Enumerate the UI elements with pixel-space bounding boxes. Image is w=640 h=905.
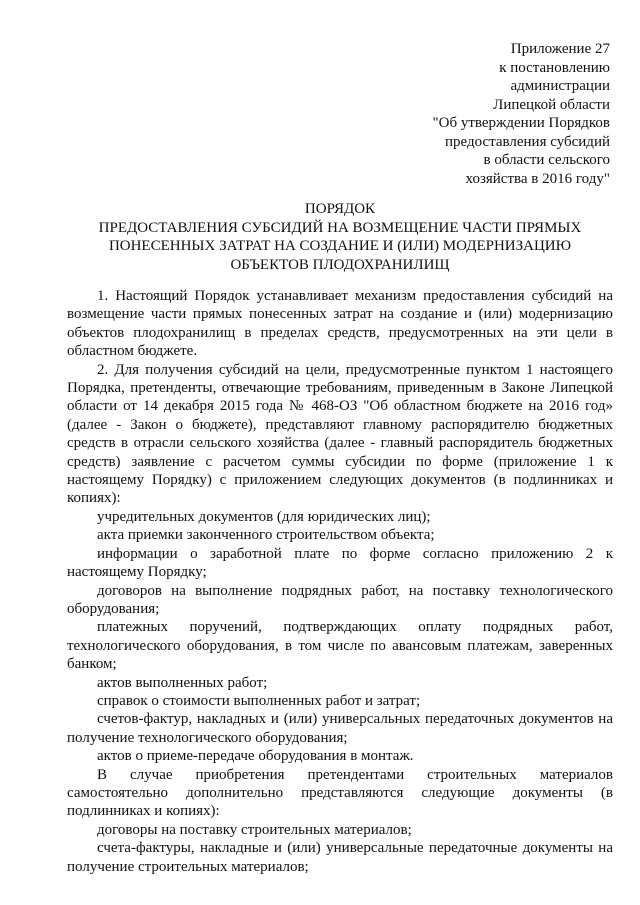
paragraph: актов о приеме-передаче оборудования в монтаж. xyxy=(97,748,414,765)
approval-line: к постановлению xyxy=(499,59,610,76)
title-line: ПОРЯДОК xyxy=(304,201,376,217)
paragraph: платежных поручений, подтверждающих оплату подрядных работ, технологического оборудования, в том числе по авансовым платежам, заверенных банком; xyxy=(67,619,613,673)
approval-line: "Об утверждении Порядков xyxy=(432,115,610,131)
title-line: ОБЪЕКТОВ ПЛОДОХРАНИЛИЩ xyxy=(230,256,450,273)
paragraph: учредительных документов (для юридических лиц); xyxy=(97,508,431,525)
paragraph: актов выполненных работ; xyxy=(97,674,268,691)
paragraph: справок о стоимости выполненных работ и затрат; xyxy=(97,692,421,709)
paragraph: информации о заработной плате по форме согласно приложению 2 к настоящему Порядку; xyxy=(67,545,613,581)
paragraph: договоры на поставку строительных материалов; xyxy=(97,821,412,838)
title-line: ПОНЕСЕННЫХ ЗАТРАТ НА СОЗДАНИЕ И (ИЛИ) МОДЕРНИЗАЦИЮ xyxy=(108,238,572,254)
approval-line: Липецкой области xyxy=(493,96,610,113)
paragraph: 1. Настоящий Порядок устанавливает механизм предоставления субсидий на возмещение части прямых понесенных затрат на создание и (или) модернизацию объектов плодохранилищ в пределах средств, предусмотренных на эти цели в областном бюджете. xyxy=(67,288,613,360)
paragraph: счета-фактуры, накладные и (или) универсальные передаточные документы на получение строительных материалов; xyxy=(67,840,613,875)
approval-line: в области сельского xyxy=(483,152,610,168)
paragraph: акта приемки законченного строительством объекта; xyxy=(97,527,435,544)
paragraph: договоров на выполнение подрядных работ, на поставку технологического оборудования; xyxy=(67,582,613,617)
document-title xyxy=(60,200,620,274)
paragraph: 2. Для получения субсидий на цели, предусмотренные пунктом 1 настоящего Порядка, претенденты, отвечающие требованиям, приведенным в Законе Липецкой области от 14 декабря 2015 года № 468-ОЗ "Об областном бюджете на 2016 год» (далее - Закон о бюджете), представляют главному распорядителю бюджетных средств в отрасли сельского хозяйства (далее - главный распорядитель бюджетных средств) заявление с расчетом суммы субсидии по форме (приложение 1 к настоящему Порядку) с приложением следующих документов (в подлинниках и копиях): xyxy=(67,361,613,507)
paragraph: счетов-фактур, накладных и (или) универсальных передаточных документов на получение технологического оборудования; xyxy=(67,711,613,746)
title-line: ПРЕДОСТАВЛЕНИЯ СУБСИДИЙ НА ВОЗМЕЩЕНИЕ ЧАСТИ ПРЯМЫХ xyxy=(98,219,582,236)
document-body xyxy=(67,287,613,876)
approval-line: Приложение 27 xyxy=(510,41,610,57)
approval-line: администрации xyxy=(510,78,610,94)
approval-block xyxy=(380,40,610,188)
approval-line: хозяйства в 2016 году" xyxy=(465,170,610,187)
approval-line: предоставления субсидий xyxy=(444,133,610,150)
paragraph: В случае приобретения претендентами строительных материалов самостоятельно дополнительно представляются следующие документы (в подлинниках и копиях): xyxy=(67,766,613,820)
